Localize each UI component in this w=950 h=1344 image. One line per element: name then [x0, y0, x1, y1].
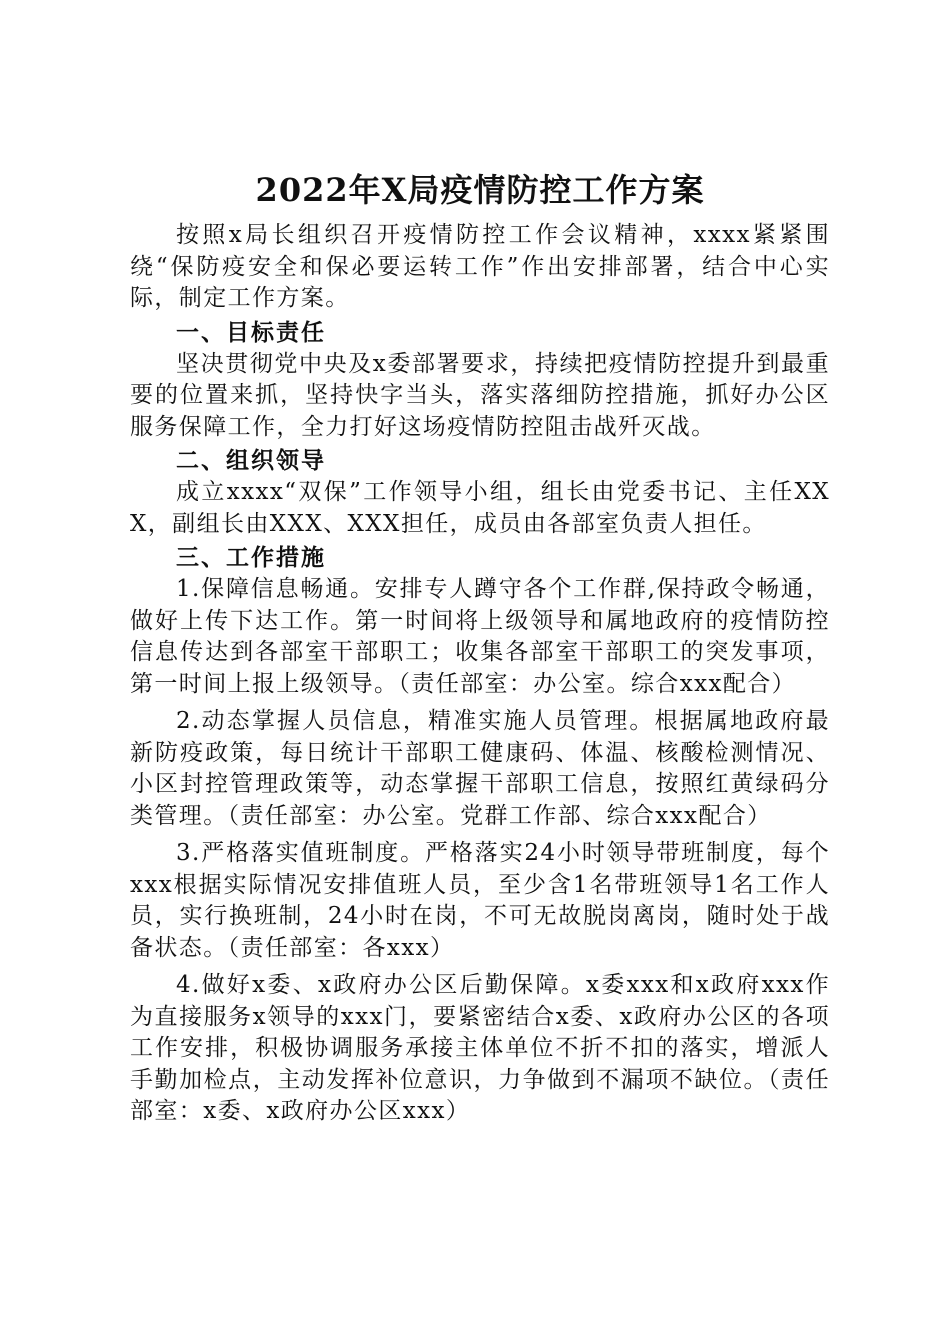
- document-title: 2022年X局疫情防控工作方案: [255, 171, 705, 209]
- section-heading-organization: 二、组织领导: [176, 447, 326, 474]
- section-paragraph-goals: 坚决贯彻党中央及x委部署要求，持续把疫情防控提升到最重要的位置来抓，坚持快字当头，落实落细防控措施，抓好办公区服务保障工作，全力打好这场疫情防控阻击战歼灭战。: [130, 350, 830, 440]
- measure-item-3: 3.严格落实值班制度。严格落实24小时领导带班制度，每个xxx根据实际情况安排值班人员，至少含1名带班领导1名工作人员，实行换班制，24小时在岗，不可无故脱岗离岗，随时处于战备状态。（责任部室：各xxx）: [130, 840, 830, 961]
- measure-item-2: 2.动态掌握人员信息，精准实施人员管理。根据属地政府最新防疫政策，每日统计干部职工健康码、体温、核酸检测情况、小区封控管理政策等，动态掌握干部职工信息，按照红黄绿码分类管理。（责任部室：办公室。党群工作部、综合xxx配合）: [130, 708, 830, 829]
- section-heading-measures: 三、工作措施: [176, 544, 326, 571]
- section-paragraph-organization: 成立xxxx“双保”工作领导小组，组长由党委书记、主任XXX，副组长由XXX、XXX担任，成员由各部室负责人担任。: [130, 479, 830, 537]
- intro-paragraph: 按照x局长组织召开疫情防控工作会议精神，xxxx紧紧围绕“保防疫安全和保必要运转工作”作出安排部署，结合中心实际，制定工作方案。: [130, 222, 830, 311]
- section-heading-goals: 一、目标责任: [176, 318, 326, 346]
- document-page: [130, 168, 830, 1128]
- measure-item-4: 4.做好x委、x政府办公区后勤保障。x委xxx和x政府xxx作为直接服务x领导的xxx门，要紧密结合x委、x政府办公区的各项工作安排，积极协调服务承接主体单位不折不扣的落实，增派人手勤加检点，主动发挥补位意识，力争做到不漏项不缺位。（责任部室：x委、x政府办公区xxx）: [130, 972, 830, 1124]
- measure-item-1: 1.保障信息畅通。安排专人蹲守各个工作群,保持政令畅通，做好上传下达工作。第一时间将上级领导和属地政府的疫情防控信息传达到各部室干部职工；收集各部室干部职工的突发事项，第一时间上报上级领导。（责任部室：办公室。综合xxx配合）: [130, 576, 830, 697]
